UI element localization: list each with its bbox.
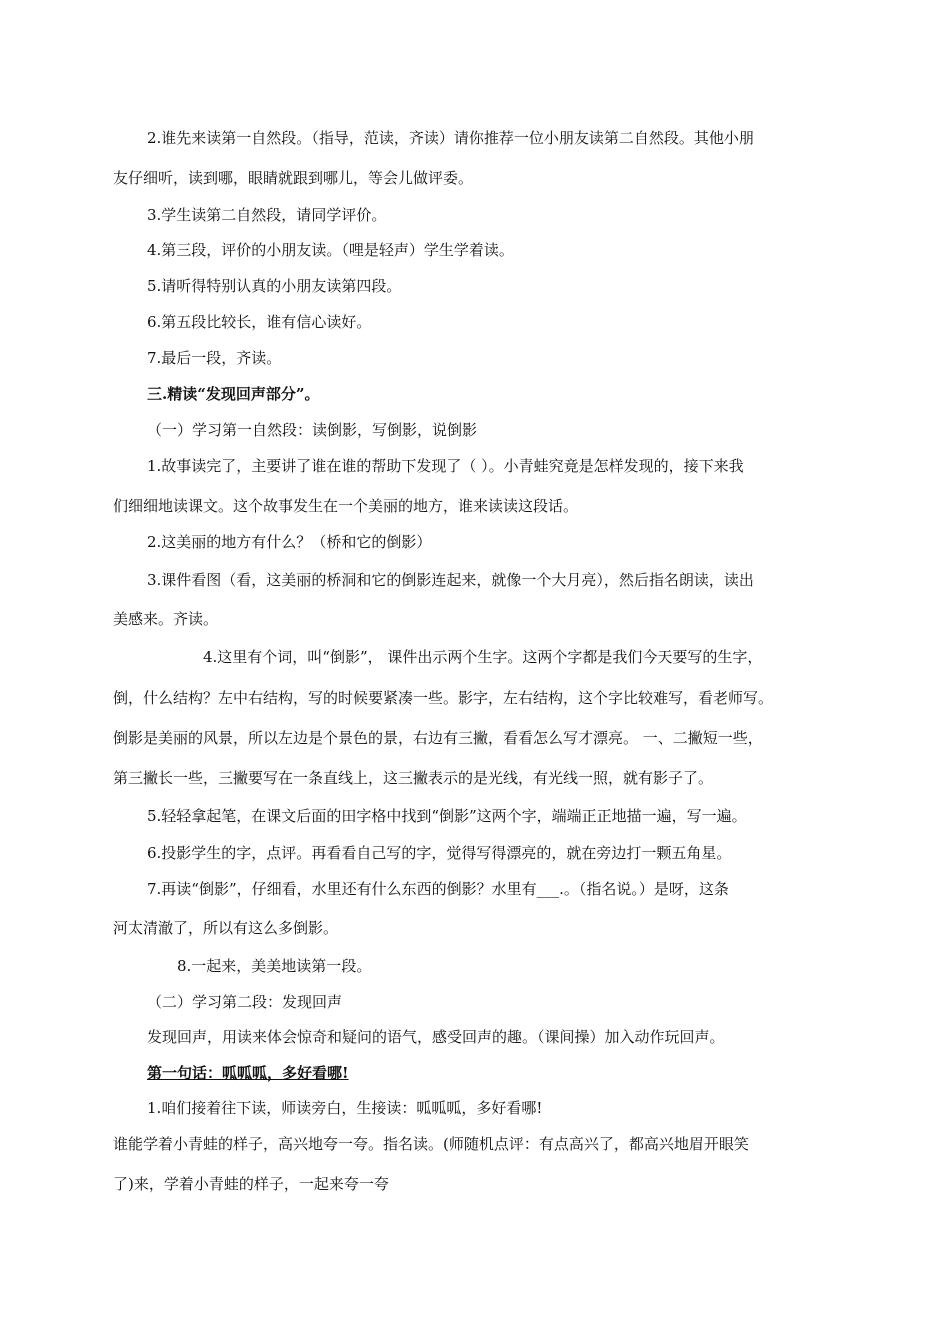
paragraph-line: 5.轻轻拿起笔，在课文后面的田字格中找到“倒影”这两个字，端端正正地描一遍，写一遍。 (147, 807, 747, 825)
paragraph-line: 4.这里有个词，叫“倒影”， 课件出示两个生字。这两个字都是我们今天要写的生字， (203, 648, 763, 666)
highlighted-sentence-heading: 第一句话：呱呱呱，多好看哪! (147, 1064, 349, 1082)
paragraph-line: 1.故事读完了，主要讲了谁在谁的帮助下发现了（ ）。小青蛙究竟是怎样发现的，接下来我 (147, 457, 744, 475)
subsection-heading: （二）学习第二段：发现回声 (147, 993, 343, 1011)
paragraph-line: 了)来，学着小青蛙的样子，一起来夸一夸 (113, 1175, 389, 1193)
subsection-heading: （一）学习第一自然段：读倒影，写倒影，说倒影 (147, 421, 478, 439)
paragraph-line: 7.再读“倒影”，仔细看，水里还有什么东西的倒影？水里有___.。（指名说。）是呀，这条 (147, 880, 729, 898)
paragraph-line: 们细细地读课文。这个故事发生在一个美丽的地方，谁来读读这段话。 (113, 497, 579, 515)
paragraph-line: 2.这美丽的地方有什么？（桥和它的倒影） (147, 533, 432, 551)
paragraph-line: 6.投影学生的字，点评。再看看自己写的字，觉得写得漂亮的，就在旁边打一颗五角星。 (147, 844, 732, 862)
paragraph-line: 5.请听得特别认真的小朋友读第四段。 (147, 277, 402, 295)
paragraph-line: 1.咱们接着往下读，师读旁白，生接读：呱呱呱，多好看哪! (147, 1099, 543, 1117)
paragraph-line: 3.学生读第二自然段，请同学评价。 (147, 206, 387, 224)
paragraph-line: 倒影是美丽的风景，所以左边是个景色的景，右边有三撇，看看怎么写才漂亮。 一、二撇短一些， (113, 729, 763, 747)
paragraph-line: 2.谁先来读第一自然段。（指导，范读，齐读）请你推荐一位小朋友读第二自然段。其他小朋 (147, 129, 754, 147)
paragraph-line: 6.第五段比较长，谁有信心读好。 (147, 313, 372, 331)
paragraph-line: 4.第三段，评价的小朋友读。（哩是轻声）学生学着读。 (147, 241, 514, 259)
section-heading: 三.精读“发现回声部分”。 (147, 385, 320, 403)
paragraph-line: 第三撇长一些，三撇要写在一条直线上，这三撇表示的是光线，有光线一照，就有影子了。 (113, 769, 714, 787)
paragraph-line: 倒，什么结构？左中右结构，写的时候要紧凑一些。影字，左右结构，这个字比较难写，看老师写。 (113, 689, 774, 707)
paragraph-line: 7.最后一段，齐读。 (147, 349, 282, 367)
paragraph-line: 友仔细听，读到哪，眼睛就跟到哪儿，等会儿做评委。 (113, 169, 474, 187)
paragraph-line: 8.一起来，美美地读第一段。 (177, 957, 372, 975)
paragraph-line: 谁能学着小青蛙的样子，高兴地夸一夸。指名读。(师随机点评：有点高兴了，都高兴地眉开眼笑 (113, 1135, 749, 1153)
paragraph-line: 发现回声，用读来体会惊奇和疑问的语气，感受回声的趣。（课间操）加入动作玩回声。 (147, 1028, 725, 1046)
paragraph-line: 美感来。齐读。 (113, 610, 219, 628)
paragraph-line: 3.课件看图（看，这美丽的桥洞和它的倒影连起来，就像一个大月亮），然后指名朗读，读出 (147, 571, 754, 589)
paragraph-line: 河太清澈了，所以有这么多倒影。 (113, 919, 339, 937)
